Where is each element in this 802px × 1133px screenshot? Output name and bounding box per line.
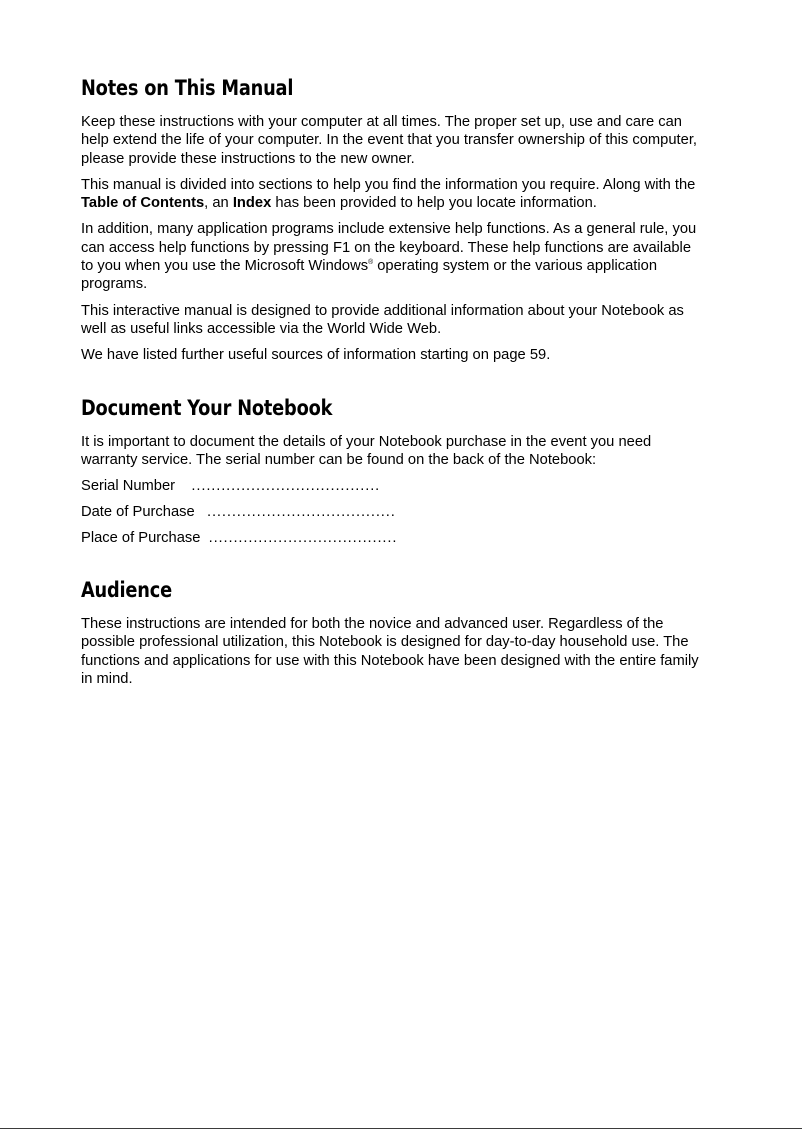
footer-divider	[0, 1128, 802, 1129]
section-heading-notes-on-this-manual: Notes on This Manual	[81, 76, 294, 100]
fill-in-label-place-of-purchase: Place of Purchase	[81, 529, 201, 547]
paragraph-text-fragment: In addition, many application programs include extensive help functions. As a general rule, you can access help functions by pressing F1 on the keyboard. These help functions are available to you when you use the Microsoft Windows	[81, 220, 697, 275]
fill-in-spacing	[175, 477, 191, 495]
paragraph-audience-description: These instructions are intended for both the novice and advanced user. Regardless of the possible professional utilization, this Notebook is designed for day-to-day household use. The functions and applications for use with this Notebook have been designed with the entire family in mind.	[81, 615, 699, 688]
fill-in-label-serial-number: Serial Number	[81, 477, 176, 495]
paragraph-text-fragment: operating system or the various application programs.	[81, 257, 658, 293]
fill-in-row-date-of-purchase	[81, 503, 705, 521]
paragraph-text-fragment: This manual is divided into sections to help you find the information you require. Along with the	[81, 175, 696, 193]
bold-table-of-contents: Table of Contents	[81, 194, 205, 212]
registered-trademark-icon: ®	[368, 259, 374, 267]
paragraph-further-useful-sources: We have listed further useful sources of information starting on page 59.	[81, 346, 551, 364]
fill-in-row-serial-number	[81, 477, 705, 495]
section-heading-audience: Audience	[81, 578, 172, 603]
paragraph-keep-these-instructions: Keep these instructions with your computer at all times. The proper set up, use and care can help extend the life of your computer. In the event that you transfer ownership of this computer, please provide these instructions to the new owner.	[81, 113, 698, 167]
fill-in-label-date-of-purchase: Date of Purchase	[81, 503, 195, 521]
paragraph-manual-divided-into-sections	[81, 176, 705, 213]
fill-in-dot-leader-serial-number[interactable]: ......................................	[191, 477, 381, 495]
fill-in-spacing	[200, 529, 208, 547]
fill-in-row-place-of-purchase	[81, 529, 705, 547]
fill-in-dot-leader-place-of-purchase[interactable]: ......................................	[208, 529, 398, 547]
fill-in-fields-list	[81, 477, 721, 547]
paragraph-application-help-functions	[81, 220, 705, 293]
page-content	[81, 76, 721, 688]
fill-in-dot-leader-date-of-purchase[interactable]: ......................................	[206, 503, 396, 521]
paragraph-text-fragment: , an	[204, 194, 233, 212]
fill-in-spacing	[195, 503, 207, 521]
paragraph-interactive-manual: This interactive manual is designed to provide additional information about your Notebook as well as useful links accessible via the World Wide Web.	[81, 301, 684, 337]
paragraph-document-details: It is important to document the details of your Notebook purchase in the event you need warranty service. The serial number can be found on the back of the Notebook:	[81, 432, 652, 468]
bold-index: Index	[232, 194, 272, 212]
paragraph-text-fragment: has been provided to help you locate information.	[271, 194, 597, 212]
section-heading-document-your-notebook: Document Your Notebook	[81, 395, 333, 420]
